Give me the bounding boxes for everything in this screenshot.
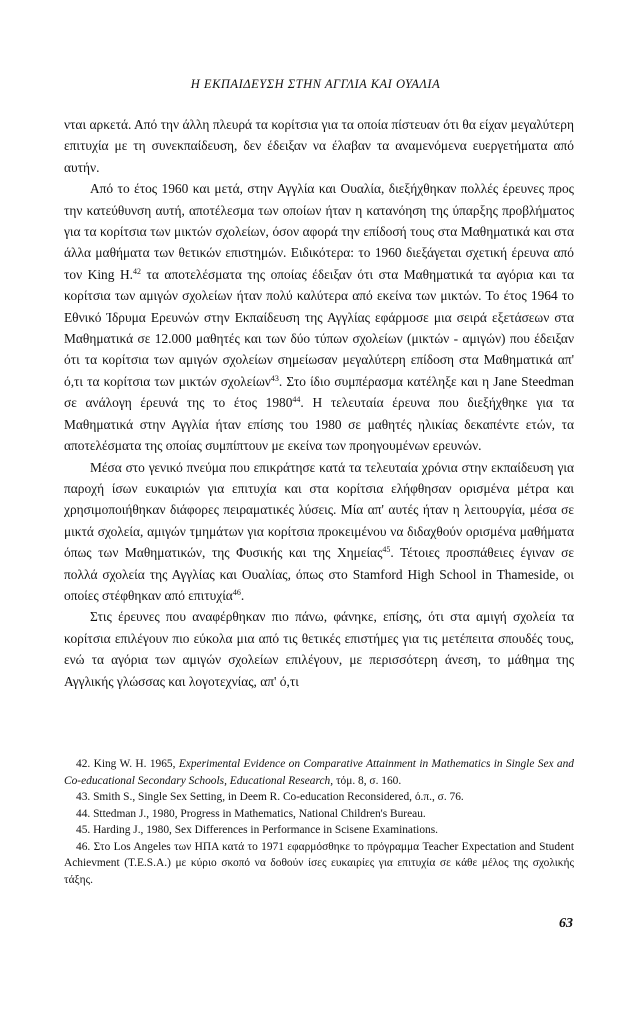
footnote-44: 44. Sttedman J., 1980, Progress in Mathematics, National Children's Bureau.: [76, 807, 426, 820]
footnote-42-title: Experimental Evidence on Comparative Attainment in Mathematics in Single Sex and Co-educational Secondary Schools, Educational Research,: [64, 758, 574, 787]
footnote-43: 43. Smith S., Single Sex Setting, in Deem R. Co-education Reconsidered, ό.π., σ. 76.: [76, 791, 464, 803]
footnote-ref-42: 42: [132, 266, 141, 276]
paragraph-3: [64, 457, 574, 607]
footnote-46: 46. Στο Los Angeles των ΗΠΑ κατά το 1971 εφαρμόσθηκε το πρόγραμμα Teacher Expectation and Student Achievment (T.E.S.A.) με κύριο σκοπό να δοθούν ίσες ευκαιρίες για επιτυχία σε κάθε μέλος της σχολικής τάξης.: [64, 840, 574, 886]
footnote-ref-44: 44: [292, 395, 301, 405]
paragraph-3-text-b: . Τέτοιες προσπάθειες έγιναν σε πολλά σχολεία της Αγγλίας και Ουαλίας, όπως στο Stamford High School in Thameside, οι οποίες στέφθηκαν από επιτυχία: [64, 545, 574, 603]
footnotes: [64, 756, 574, 888]
page-number: 63: [559, 916, 573, 931]
paragraph-2-text-c: . Στο ίδιο συμπέρασμα κατέληξε και η Jane Steedman σε ανάλογη έρευνά της το έτος 1980: [64, 373, 574, 411]
paragraph-2: [64, 178, 574, 456]
footnote-ref-46: 46: [232, 587, 241, 597]
running-header: Η ΕΚΠΑΙΔΕΥΣΗ ΣΤΗΝ ΑΓΓΛΙΑ ΚΑΙ ΟΥΑΛΙΑ: [190, 77, 441, 91]
paragraph-3-text-a: Μέσα στο γενικό πνεύμα που επικράτησε κατά τα τελευταία χρόνια στην εκπαίδευση για παροχή ίσων ευκαιριών για επιτυχία και στα κορίτσια ελήφθησαν ορισμένα μέτρα και χρησιμοποιήθηκαν διάφορες πειραματικές λύσεις. Μία απ' αυτές ήταν η λειτουργία, μέσα σε μικτά σχολεία, αμιγών τμημάτων για κορίτσια προκειμένου να διδαχθούν ορισμένα μαθήματα όπως των Μαθηματικών, της Φυσικής και της Χημείας: [64, 459, 574, 561]
footnote-ref-45: 45: [382, 545, 391, 555]
main-text: [64, 114, 574, 692]
paragraph-1: νται αρκετά. Από την άλλη πλευρά τα κορίτσια για τα οποία πίστευαν ότι θα είχαν μεγαλύτερη επιτυχία με τη συνεκπαίδευση, δεν έδειξαν να έλαβαν τα αναμενόμενα ευεργετήματα από αυτήν.: [64, 117, 574, 175]
paragraph-2-text-b: τα αποτελέσματα της οποίας έδειξαν ότι στα Μαθηματικά τα αγόρια και τα κορίτσια των αμιγών σχολείων ήταν πολύ καλύτερα από εκείνα των μικτών. Το έτος 1964 το Εθνικό Ίδρυμα Ερευνών στην Εκπαίδευση της Αγγλίας εφάρμοσε μια σειρά εξετάσεων στα Μαθηματικά σε 12.000 μαθητές και των δύο τύπων σχολείων (μικτών - αμιγών) που έδειξαν ότι τα κορίτσια των αμιγών σχολείων σημείωσαν μεγαλύτερη επίδοση στα Μαθηματικά απ' ό,τι τα κορίτσια των μικτών σχολείων: [64, 266, 574, 389]
footnote-45: 45. Harding J., 1980, Sex Differences in Performance in Scisene Examinations.: [76, 824, 438, 836]
footnote-42: [64, 756, 574, 789]
paragraph-2-text-a: Από το έτος 1960 και μετά, στην Αγγλία και Ουαλία, διεξήχθηκαν πολλές έρευνες προς την κατεύθυνση αυτή, αποτέλεσμα των οποίων ήταν η κατανόηση της ύπαρξης προβλήματος για τα κορίτσια των μικτών σχολείων, όσον αφορά την επίδοσή τους στα Μαθηματικά και στα άλλα μαθήματα των θετικών επιστημών. Ειδικότερα: το 1960 διεξάγεται σχετική έρευνα από τον King H.: [64, 181, 574, 282]
footnote-42-author: 42. King W. H. 1965,: [76, 758, 179, 770]
paragraph-2-text-d: . Η τελευταία έρευνα που διεξήχθηκε για τα Μαθηματικά στην Αγγλία ήταν επίσης του 1980 σε μαθητές ηλικίας δεκαπέντε ετών, τα αποτελέσματα της οποίας συμπίπτουν με εκείνα των προηγουμένων ερευνών.: [64, 395, 574, 454]
paragraph-4: Στις έρευνες που αναφέρθηκαν πιο πάνω, φάνηκε, επίσης, ότι στα αμιγή σχολεία τα κορίτσια επιλέγουν πιο εύκολα μια από τις θετικές επιστήμες για τις μετέπειτα σπουδές τους, ενώ τα αγόρια των αμιγών σχολείων επιλέγουν, με περισσότερη άνεση, το μάθημα της Αγγλικής γλώσσας και λογοτεχνίας, απ' ό,τι: [64, 609, 574, 689]
paragraph-3-text-c: .: [240, 587, 245, 603]
footnote-ref-43: 43: [270, 373, 279, 383]
footnote-42-pages: τόμ. 8, σ. 160.: [333, 774, 402, 787]
